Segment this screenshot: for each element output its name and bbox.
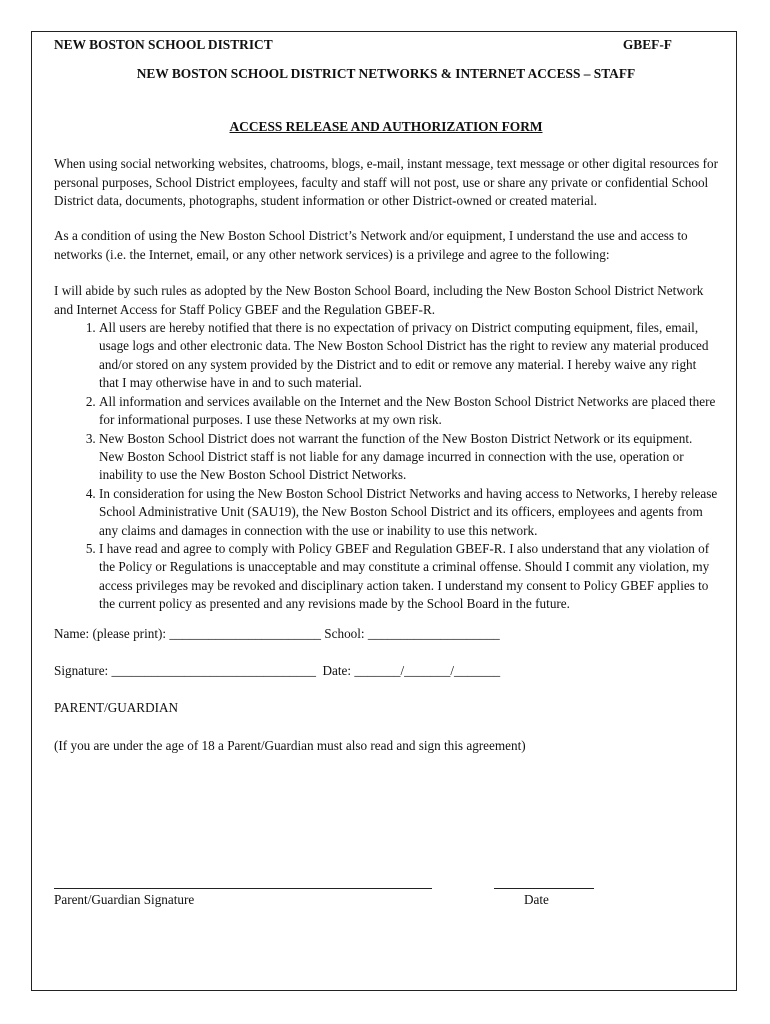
signature-date-field[interactable]: Signature: _______________________________ Date: _______/_______/_______ (54, 662, 501, 678)
document-subtitle: NEW BOSTON SCHOOL DISTRICT NETWORKS & INTERNET ACCESS – STAFF (136, 66, 636, 82)
form-title: ACCESS RELEASE AND AUTHORIZATION FORM (229, 118, 543, 134)
parent-signature-line[interactable] (54, 888, 432, 889)
form-page (31, 31, 737, 991)
terms-list (54, 319, 718, 614)
name-school-field[interactable]: Name: (please print): _______________________ School: ____________________ (54, 625, 500, 641)
list-item: 2. All information and services available on the Internet and the New Boston School District Networks are placed there for informational purposes. I use these Networks at my own risk. (99, 393, 718, 430)
parent-guardian-note: (If you are under the age of 18 a Parent/Guardian must also read and sign this agreement) (54, 737, 526, 753)
parent-signature-label: Parent/Guardian Signature (54, 892, 195, 907)
district-name: NEW BOSTON SCHOOL DISTRICT (54, 37, 273, 52)
list-item: 4. In consideration for using the New Boston School District Networks and having access to Networks, I hereby release School Administrative Unit (SAU19), the New Boston School District and its officers, employees and agents from any claims and damages in connection with the use or inability to use this network. (99, 485, 718, 540)
form-content (54, 36, 718, 755)
list-item: 3. New Boston School District does not warrant the function of the New Boston District Network or its equipment. New Boston School District staff is not liable for any damage incurred in connection with the use, operation or inability to use the New Boston School District Networks. (99, 430, 718, 485)
list-item: 5. I have read and agree to comply with Policy GBEF and Regulation GBEF-R. I also understand that any violation of the Policy or Regulations is unacceptable and may constitute a criminal offense. Should I commit any violation, my access privileges may be revoked and disciplinary action taken. I understand my consent to Policy GBEF applies to the current policy as presented and any revisions made by the School Board in the future. (99, 540, 718, 614)
parent-date-line[interactable] (494, 888, 594, 889)
parent-date-label: Date (524, 892, 549, 907)
intro-paragraph: When using social networking websites, chatrooms, blogs, e-mail, instant message, text message or other digital resources for personal purposes, School District employees, faculty and staff will not post, use or share any private or confidential School District data, documents, photographs, student information or other District-owned or created material. (54, 156, 718, 209)
policy-code: GBEF-F (622, 37, 672, 52)
list-item: 1. All users are hereby notified that there is no expectation of privacy on District computing equipment, files, email, usage logs and other electronic data. The New Boston School District has the right to review any material produced and/or stored on any system provided by the District and to edit or remove any material. I hereby waive any right that I may otherwise have in and to such material. (99, 319, 718, 393)
parent-guardian-heading: PARENT/GUARDIAN (54, 700, 179, 716)
rules-paragraph: I will abide by such rules as adopted by the New Boston School Board, including the New Boston School District Network and Internet Access for Staff Policy GBEF and the Regulation GBEF-R. (54, 283, 704, 317)
document-header (54, 36, 718, 54)
condition-paragraph: As a condition of using the New Boston School District’s Network and/or equipment, I understand the use and access to networks (i.e. the Internet, email, or any other network services) is a privilege and agree to the following: (54, 228, 688, 262)
